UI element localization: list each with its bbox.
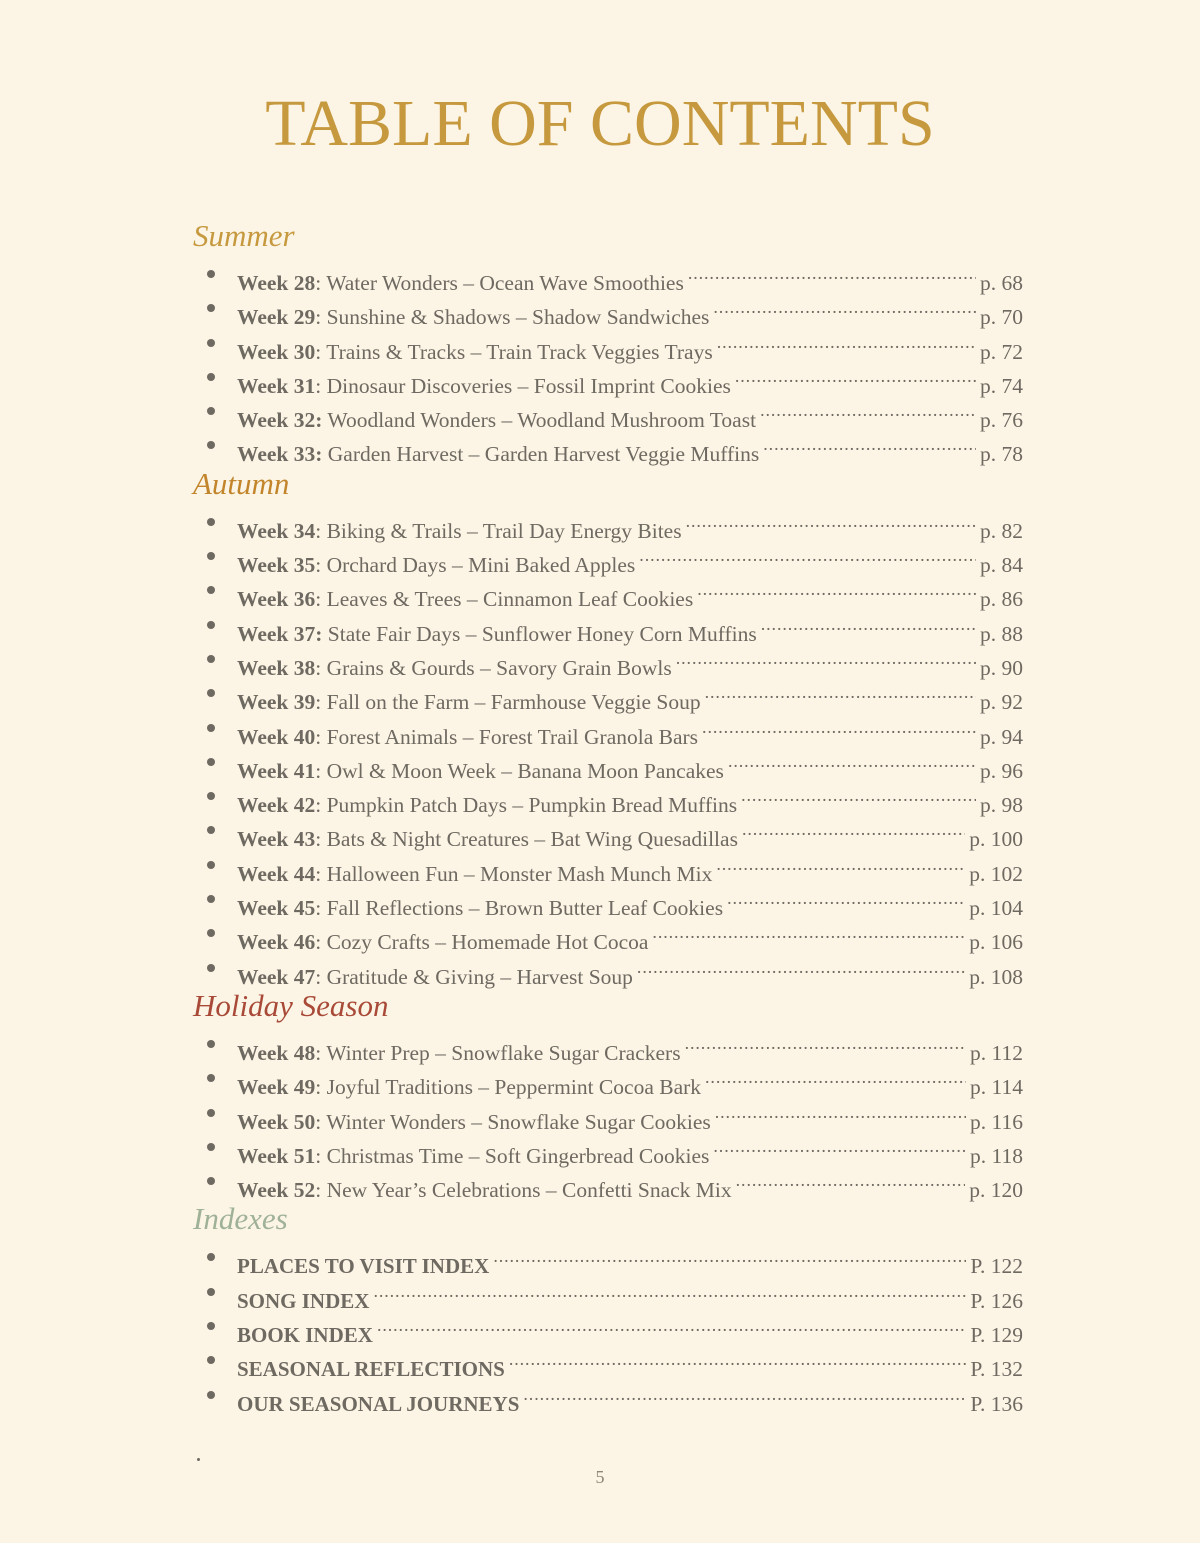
dot-leader [373, 1274, 966, 1308]
index-entry [193, 1342, 1023, 1382]
entry-week: Week 50 [237, 1109, 316, 1134]
entry-page: p. 118 [970, 1143, 1023, 1168]
bullet-icon [207, 1109, 215, 1117]
entry-page: p. 116 [970, 1109, 1023, 1134]
section-heading-indexes: Indexes [193, 1201, 288, 1237]
toc-entry [193, 847, 1023, 886]
entry-week: Week 42 [237, 793, 316, 818]
dot-leader [377, 1308, 966, 1342]
toc-entry [193, 1026, 1023, 1065]
entry-list [193, 1026, 1023, 1203]
dot-leader [652, 915, 965, 949]
dot-leader [713, 290, 976, 324]
dot-leader [637, 950, 965, 984]
toc-entry [193, 744, 1023, 783]
dot-leader [763, 427, 976, 461]
dot-leader [685, 1026, 966, 1060]
entry-page: p. 102 [969, 861, 1023, 886]
section-summer [193, 216, 1023, 467]
dot-leader [736, 1163, 966, 1197]
entry-title: Woodland Wonders – Woodland Mushroom Toast [322, 408, 757, 433]
index-entry [193, 1239, 1023, 1279]
entry-title: : Gratitude & Giving – Harvest Soup [315, 964, 633, 989]
entry-title: Garden Harvest – Garden Harvest Veggie Muffins [322, 442, 760, 467]
bullet-icon [207, 373, 215, 381]
section-heading-summer: Summer [193, 218, 295, 253]
bullet-icon [207, 929, 215, 937]
entry-week: Week 52 [237, 1178, 316, 1203]
index-page: P. 129 [970, 1323, 1023, 1348]
bullet-icon [207, 655, 215, 663]
bullet-icon [207, 441, 215, 449]
index-label: PLACES TO VISIT INDEX [237, 1254, 490, 1279]
dot-leader [735, 359, 976, 393]
dot-leader [676, 641, 976, 675]
bullet-icon [207, 895, 215, 903]
toc-entry [193, 675, 1023, 715]
entry-title: : Grains & Gourds – Savory Grain Bowls [315, 655, 672, 680]
dot-leader [713, 1129, 966, 1163]
entry-title: : Winter Wonders – Snowflake Sugar Cookies [315, 1109, 711, 1134]
entry-title: : Orchard Days – Mini Baked Apples [315, 553, 636, 578]
entry-week: Week 39 [237, 690, 316, 715]
toc-entry [193, 504, 1023, 543]
entry-page: p. 114 [970, 1075, 1023, 1100]
toc-entry [193, 812, 1023, 852]
entry-title: : Cozy Crafts – Homemade Hot Cocoa [315, 930, 649, 955]
index-page: P. 136 [970, 1391, 1023, 1416]
entry-page: p. 96 [980, 758, 1023, 783]
bullet-icon [207, 1391, 215, 1399]
section-holiday-season [193, 986, 1023, 1203]
toc-entry [193, 710, 1023, 749]
bullet-icon [207, 270, 215, 278]
bullet-icon [207, 304, 215, 312]
entry-week: Week 33: [237, 442, 323, 467]
dot-leader [697, 572, 976, 606]
entry-page: p. 104 [969, 896, 1023, 921]
index-entry [193, 1377, 1023, 1416]
toc-entry [193, 1095, 1023, 1134]
entry-title: : Forest Animals – Forest Trail Granola Bars [315, 724, 699, 749]
toc-entry [193, 1060, 1023, 1100]
dot-leader [702, 710, 976, 744]
bullet-icon [207, 339, 215, 347]
bullet-icon [207, 1177, 215, 1185]
entry-page: p. 98 [980, 793, 1023, 818]
toc-entry [193, 881, 1023, 921]
bullet-icon [207, 552, 215, 560]
index-label: SONG INDEX [237, 1288, 370, 1313]
bullet-icon [207, 407, 215, 415]
entry-title: : Leaves & Trees – Cinnamon Leaf Cookies [315, 587, 694, 612]
dot-leader [716, 847, 965, 881]
entry-week: Week 47 [237, 964, 316, 989]
entry-week: Week 34 [237, 518, 316, 543]
section-autumn [193, 464, 1023, 989]
section-heading-autumn: Autumn [193, 465, 290, 501]
toc-entry [193, 538, 1023, 578]
index-page: P. 122 [970, 1254, 1023, 1279]
index-page: P. 126 [970, 1288, 1023, 1313]
dot-leader [761, 607, 976, 641]
dot-leader [509, 1342, 967, 1376]
bullet-icon [207, 1143, 215, 1151]
entry-title: : Bats & Night Creatures – Bat Wing Quesadillas [315, 827, 738, 852]
entry-title: : Christmas Time – Soft Gingerbread Cookies [315, 1143, 710, 1168]
toc-entry [193, 950, 1023, 989]
bullet-icon [207, 518, 215, 526]
toc-entry [193, 290, 1023, 330]
index-list [193, 1239, 1023, 1416]
bullet-icon [207, 689, 215, 697]
entry-page: p. 86 [980, 587, 1023, 612]
page-number: 5 [595, 1467, 605, 1487]
entry-week: Week 30 [237, 339, 316, 364]
entry-week: Week 32: [237, 408, 323, 433]
toc-entry [193, 1163, 1023, 1203]
entry-week: Week 28 [237, 271, 316, 295]
entry-list [193, 256, 1023, 467]
entry-week: Week 51 [237, 1143, 316, 1168]
entry-title: : Fall on the Farm – Farmhouse Veggie Soup [315, 690, 701, 715]
bullet-icon [207, 1074, 215, 1082]
bullet-icon [207, 586, 215, 594]
dot-leader [715, 1095, 966, 1129]
stray-dot-mark [197, 1458, 200, 1461]
toc-entry [193, 393, 1023, 433]
bullet-icon [207, 724, 215, 732]
entry-page: p. 90 [980, 655, 1023, 680]
bullet-icon [207, 621, 215, 629]
entry-week: Week 38 [237, 655, 316, 680]
entry-week: Week 46 [237, 930, 316, 955]
entry-week: Week 48 [237, 1040, 316, 1065]
entry-title: : New Year’s Celebrations – Confetti Snack Mix [315, 1178, 732, 1203]
page-title: TABLE OF CONTENTS [265, 87, 935, 160]
entry-title: : Halloween Fun – Monster Mash Munch Mix [315, 861, 713, 886]
toc-entry [193, 778, 1023, 818]
bullet-icon [207, 792, 215, 800]
entry-page: p. 92 [980, 690, 1023, 715]
dot-leader [717, 325, 976, 359]
toc-entry [193, 256, 1023, 295]
dot-leader [728, 744, 976, 778]
bullet-icon [207, 758, 215, 766]
bullet-icon [207, 1288, 215, 1296]
toc-entry [193, 915, 1023, 955]
entry-title: : Owl & Moon Week – Banana Moon Pancakes [315, 758, 724, 783]
entry-page: p. 108 [969, 964, 1023, 989]
toc-entry [193, 427, 1023, 467]
entry-week: Week 35 [237, 553, 316, 578]
entry-week: Week 49 [237, 1075, 316, 1100]
entry-title: : Sunshine & Shadows – Shadow Sandwiches [315, 305, 710, 330]
dot-leader [493, 1239, 966, 1273]
entry-list [193, 504, 1023, 989]
entry-page: p. 82 [980, 518, 1023, 543]
entry-title: : Dinosaur Discoveries – Fossil Imprint Cookies [315, 373, 731, 398]
entry-title: : Pumpkin Patch Days – Pumpkin Bread Muffins [315, 793, 738, 818]
entry-title: : Fall Reflections – Brown Butter Leaf Cookies [315, 896, 724, 921]
entry-week: Week 36 [237, 587, 316, 612]
dot-leader [760, 393, 976, 427]
entry-label [237, 960, 633, 994]
dot-leader [523, 1377, 966, 1411]
index-label: BOOK INDEX [237, 1323, 373, 1348]
entry-page: p. 70 [980, 305, 1023, 330]
index-entry [193, 1274, 1023, 1313]
entry-page: p. 78 [980, 442, 1023, 467]
entry-title: : Winter Prep – Snowflake Sugar Crackers [315, 1040, 681, 1065]
entry-title: : Trains & Tracks – Train Track Veggies Trays [315, 339, 713, 364]
bullet-icon [207, 826, 215, 834]
entry-title: State Fair Days – Sunflower Honey Corn Muffins [322, 621, 757, 646]
bullet-icon [207, 1253, 215, 1261]
entry-page: p. 112 [970, 1040, 1023, 1065]
entry-page: p. 74 [980, 373, 1023, 398]
index-page: P. 132 [970, 1357, 1023, 1382]
index-label: SEASONAL REFLECTIONS [237, 1357, 505, 1382]
entry-week: Week 29 [237, 305, 316, 330]
entry-week: Week 43 [237, 827, 316, 852]
dot-leader [686, 504, 976, 538]
entry-page: p. 120 [969, 1178, 1023, 1203]
index-entry [193, 1308, 1023, 1348]
dot-leader [741, 778, 976, 812]
entry-week: Week 44 [237, 861, 316, 886]
table-of-contents [193, 216, 1023, 1416]
entry-page: p. 106 [969, 930, 1023, 955]
entry-page: p. 100 [969, 827, 1023, 852]
entry-page: p. 68 [980, 271, 1023, 295]
toc-entry [193, 641, 1023, 680]
dot-leader [705, 1060, 966, 1094]
entry-page: p. 76 [980, 408, 1023, 433]
entry-page: p. 94 [980, 724, 1023, 749]
dot-leader [727, 881, 965, 915]
entry-week: Week 40 [237, 724, 316, 749]
entry-title: : Water Wonders – Ocean Wave Smoothies [315, 271, 684, 295]
entry-week: Week 37: [237, 621, 323, 646]
bullet-icon [207, 1356, 215, 1364]
entry-page: p. 72 [980, 339, 1023, 364]
entry-week: Week 45 [237, 896, 316, 921]
toc-entry [193, 607, 1023, 646]
toc-entry [193, 572, 1023, 612]
entry-label [237, 1173, 732, 1207]
dot-leader [742, 812, 965, 846]
entry-week: Week 31 [237, 373, 316, 398]
entry-label [237, 437, 759, 471]
toc-entry [193, 325, 1023, 364]
bullet-icon [207, 861, 215, 869]
dot-leader [705, 675, 976, 709]
index-label: OUR SEASONAL JOURNEYS [237, 1391, 520, 1416]
toc-entry [193, 1129, 1023, 1168]
entry-page: p. 88 [980, 621, 1023, 646]
entry-week: Week 41 [237, 758, 316, 783]
bullet-icon [207, 1040, 215, 1048]
entry-title: : Joyful Traditions – Peppermint Cocoa Bark [315, 1075, 702, 1100]
entry-title: : Biking & Trails – Trail Day Energy Bites [315, 518, 682, 543]
dot-leader [639, 538, 976, 572]
dot-leader [688, 256, 976, 290]
entry-page: p. 84 [980, 553, 1023, 578]
section-heading-holiday-season: Holiday Season [193, 987, 389, 1023]
toc-entry [193, 359, 1023, 398]
section-indexes [193, 1199, 1023, 1416]
bullet-icon [207, 964, 215, 972]
bullet-icon [207, 1322, 215, 1330]
